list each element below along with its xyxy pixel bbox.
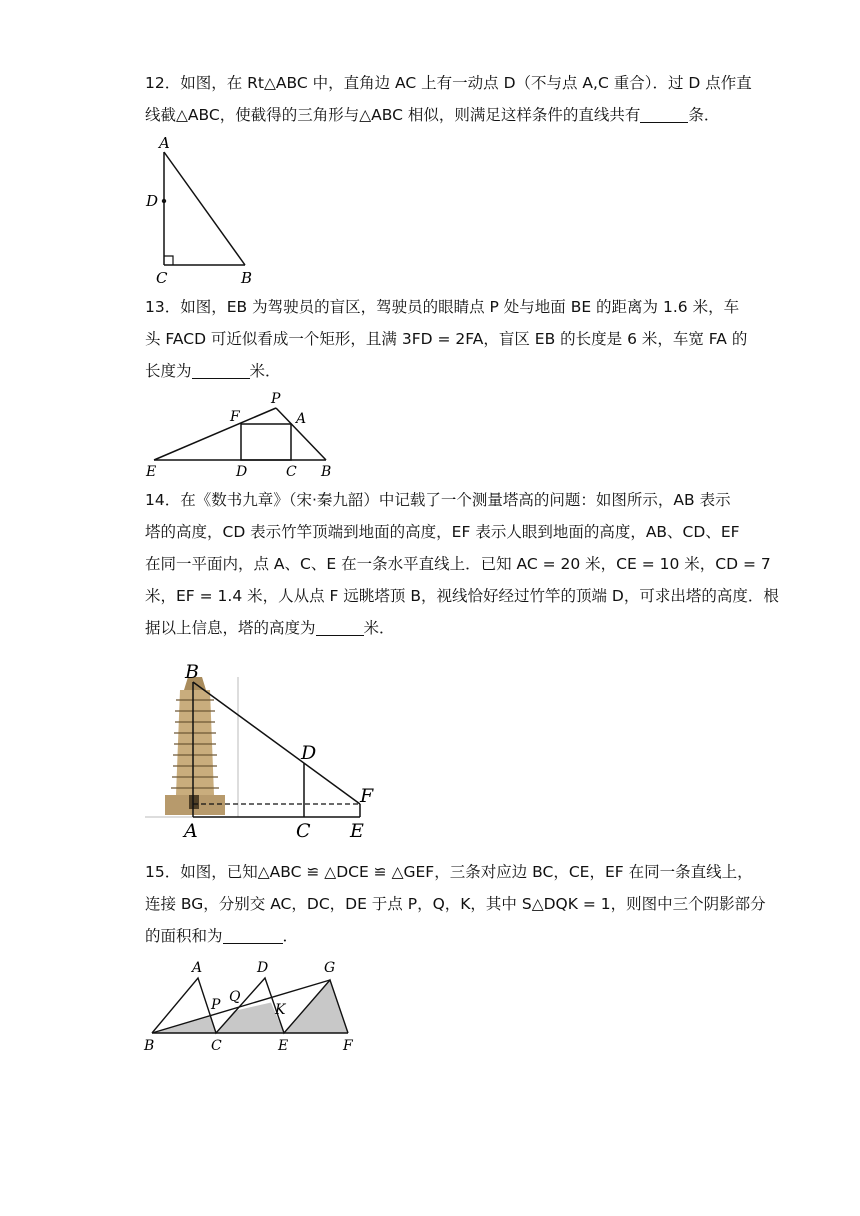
q14-label-b: B xyxy=(185,661,199,683)
q14-line5-end: 米． xyxy=(363,619,395,637)
q15-label-b: B xyxy=(144,1038,155,1054)
question-13 xyxy=(145,291,748,387)
q15-label-g: G xyxy=(324,960,336,976)
q13-line3-end: 米． xyxy=(249,362,281,380)
q15-label-a: A xyxy=(192,960,203,976)
q15-answer-blank[interactable] xyxy=(223,925,283,944)
q13-label-a: A xyxy=(296,411,307,427)
q15-label-e: E xyxy=(278,1038,289,1054)
q14-line4: 米，EF = 1.4 米，人从点 F 远眺塔顶 B，视线恰好经过竹竿的顶端 D，可求出塔的高度．根 xyxy=(145,587,779,605)
q15-label-d: D xyxy=(257,960,269,976)
q14-label-c: C xyxy=(296,820,311,842)
q15-line1: 15．如图，已知△ABC ≌ △DCE ≌ △GEF，三条对应边 BC，CE，EF 在同一条直线上， xyxy=(145,863,753,881)
question-12 xyxy=(145,67,752,131)
q14-line5-text: 据以上信息，塔的高度为 xyxy=(145,619,316,637)
q15-line2: 连接 BG，分别交 AC，DC，DE 于点 P，Q，K，其中 S△DQK = 1，则图中三个阴影部分 xyxy=(145,895,766,913)
q13-line2: 头 FACD 可近似看成一个矩形，且满 3FD = 2FA，盲区 EB 的长度是 6 米，车宽 FA 的 xyxy=(145,330,748,348)
q15-line3 xyxy=(145,920,725,952)
q12-label-d: D xyxy=(146,192,159,210)
q13-label-c: C xyxy=(286,464,297,480)
q13-label-f: F xyxy=(230,409,240,425)
q14-label-d: D xyxy=(301,742,317,764)
q12-answer-blank[interactable] xyxy=(640,104,688,123)
q14-label-e: E xyxy=(350,820,364,842)
q15-label-f: F xyxy=(343,1038,353,1054)
q14-label-f: F xyxy=(360,785,374,807)
q14-line5 xyxy=(145,612,725,644)
q15-label-k: K xyxy=(275,1002,286,1018)
q13-line3-text: 长度为 xyxy=(145,362,192,380)
q15-label-c: C xyxy=(211,1038,222,1054)
q15-label-p: P xyxy=(211,997,221,1013)
q13-line1: 13．如图，EB 为驾驶员的盲区，驾驶员的眼睛点 P 处与地面 BE 的距离为 1.6 米，车 xyxy=(145,298,740,316)
q12-triangle-figure xyxy=(140,135,270,290)
q12-line2 xyxy=(145,99,725,131)
q15-line3-end: ． xyxy=(282,927,299,945)
q13-car-blindspot-figure xyxy=(140,388,350,480)
q13-label-b: B xyxy=(321,464,332,480)
q12-line2-text: 线截△ABC，使截得的三角形与△ABC 相似，则满足这样条件的直线共有 xyxy=(145,106,641,124)
pagoda-image xyxy=(165,677,225,815)
question-15 xyxy=(145,856,766,952)
q12-label-c: C xyxy=(156,269,168,287)
q12-line2-end: 条． xyxy=(688,106,720,124)
q14-line2: 塔的高度，CD 表示竹竿顶端到地面的高度，EF 表示人眼到地面的高度，AB、CD、EF xyxy=(145,523,740,541)
q15-line3-text: 的面积和为 xyxy=(145,927,223,945)
q14-label-a: A xyxy=(184,820,198,842)
q14-line3: 在同一平面内，点 A、C、E 在一条水平直线上．已知 AC = 20 米，CE = 10 米，CD = 7 xyxy=(145,555,771,573)
q12-line1: 12．如图，在 Rt△ABC 中，直角边 AC 上有一动点 D（不与点 A,C 重合）．过 D 点作直 xyxy=(145,74,752,92)
q13-label-e: E xyxy=(146,464,157,480)
q13-answer-blank[interactable] xyxy=(192,360,250,379)
q14-pagoda-figure xyxy=(140,655,390,845)
shaded-region-2 xyxy=(216,1003,284,1034)
q12-label-a: A xyxy=(159,135,170,152)
q12-label-b: B xyxy=(241,269,253,287)
q13-label-d: D xyxy=(236,464,248,480)
q13-label-p: P xyxy=(271,391,281,407)
q15-label-q: Q xyxy=(229,989,241,1005)
q14-answer-blank[interactable] xyxy=(316,617,364,636)
question-14 xyxy=(145,484,779,644)
q14-line1: 14．在《数书九章》（宋·秦九韶）中记载了一个测量塔高的问题：如图所示，AB 表示 xyxy=(145,491,731,509)
q15-congruent-triangles-figure xyxy=(140,958,365,1058)
q13-line3 xyxy=(145,355,725,387)
